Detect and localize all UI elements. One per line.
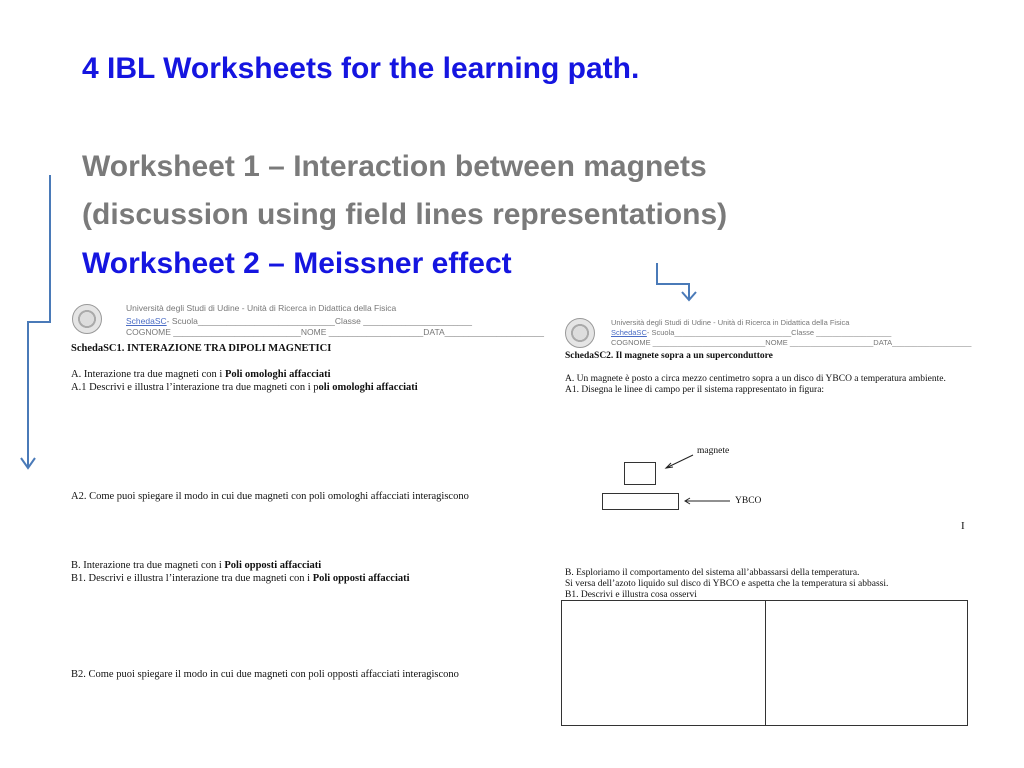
sheet1-scheda-link[interactable]: SchedaSC: [126, 316, 167, 326]
sheet2-question-a: A. Un magnete è posto a circa mezzo centimetro sopra a un disco di YBCO a temperatura ambiente.: [565, 374, 946, 384]
sheet1-question-b1: B1. Descrivi e illustra l’interazione tra due magneti con i Poli opposti affacciati: [71, 573, 410, 584]
worksheet-2-title: Worksheet 2 – Meissner effect: [82, 247, 512, 280]
sheet2-question-b-line2: Si versa dell’azoto liquido sul disco di YBCO e aspetta che la temperatura si abbassi.: [565, 579, 889, 589]
sheet2-school-field: - Scuola____________________________Classe __________________: [646, 328, 892, 337]
answer-table: [561, 600, 968, 726]
label-ybco: YBCO: [735, 496, 762, 506]
slide-title: 4 IBL Worksheets for the learning path.: [82, 52, 640, 85]
worksheet-2-arrow: [657, 263, 696, 300]
sheet2-header-university: Università degli Studi di Udine - Unità di Ricerca in Didattica della Fisica: [611, 318, 850, 327]
sheet2-question-a1: A1. Disegna le linee di campo per il sistema rappresentato in figura:: [565, 385, 825, 395]
sheet1-question-b2: B2. Come puoi spiegare il modo in cui due magneti con poli opposti affacciati interagiscono: [71, 669, 459, 680]
worksheet-1-subtitle: (discussion using field lines representations): [82, 198, 728, 231]
sheet1-school-field: - Scuola_____________________________Classe _______________________: [166, 316, 472, 326]
sheet1-heading: SchedaSC1. INTERAZIONE TRA DIPOLI MAGNETICI: [71, 343, 332, 354]
sheet2-heading: SchedaSC2. Il magnete sopra a un superconduttore: [565, 351, 773, 361]
magnet-pointer: [666, 455, 693, 468]
sheet2-header-name: COGNOME ___________________________NOME ____________________DATA___________________: [611, 338, 972, 347]
sheet2-header-school: [611, 328, 891, 338]
sheet2-question-b: B. Esploriamo il comportamento del sistema all’abbassarsi della temperatura.: [565, 568, 860, 578]
sheet1-header-university: Università degli Studi di Udine - Unità di Ricerca in Didattica della Fisica: [126, 303, 397, 313]
university-seal-icon: [72, 304, 102, 334]
text-cursor-mark: I: [961, 520, 965, 532]
answer-cell-right[interactable]: [766, 601, 967, 725]
university-seal-icon: [565, 318, 595, 348]
sheet1-question-b: B. Interazione tra due magneti con i Poli opposti affacciati: [71, 560, 322, 571]
sheet1-header-school: [126, 316, 472, 327]
sheet2-scheda-link[interactable]: SchedaSC: [611, 328, 647, 337]
sheet1-header-name: COGNOME ___________________________NOME ____________________DATA_____________________: [126, 327, 544, 337]
label-magnete: magnete: [697, 446, 730, 456]
sheet1-question-a: A. Interazione tra due magneti con i Poli omologhi affacciati: [71, 369, 331, 380]
worksheet-1-arrow: [21, 175, 50, 468]
sheet1-question-a1: A.1 Descrivi e illustra l’interazione tra due magneti con i poli omologhi affacciati: [71, 382, 418, 393]
sheet2-question-b1: B1. Descrivi e illustra cosa osservi: [565, 590, 697, 600]
worksheet-1-title: Worksheet 1 – Interaction between magnets: [82, 150, 707, 183]
sheet1-question-a2: A2. Come puoi spiegare il modo in cui due magneti con poli omologhi affacciati interagiscono: [71, 491, 469, 502]
answer-cell-left[interactable]: [562, 601, 766, 725]
